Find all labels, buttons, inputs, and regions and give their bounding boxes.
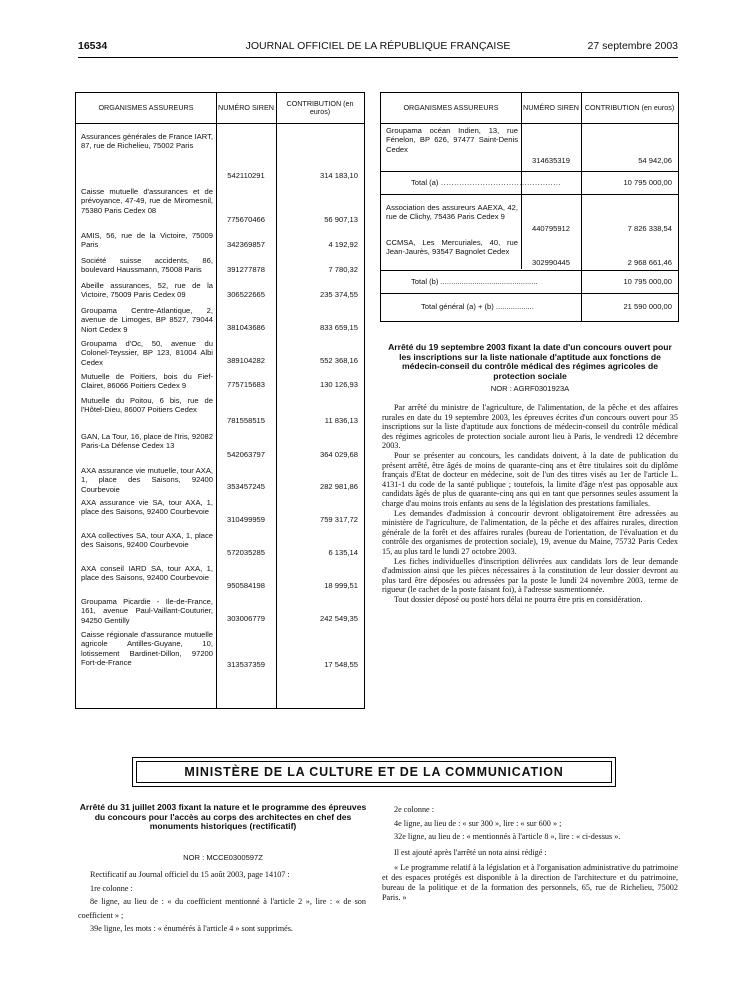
row-amount: 130 126,93	[319, 379, 358, 389]
paragraph: Rectificatif au Journal officiel du 15 août 2003, page 14107 :	[90, 870, 290, 879]
row-siren: 342369857	[226, 239, 265, 249]
page-header	[78, 40, 678, 56]
row-siren: 391277878	[226, 264, 265, 274]
row-amount: 833 659,15	[319, 322, 358, 332]
paragraph: 8e ligne, au lieu de : « du coefficient mentionné à l'article 2 », lire : « de son coefficient » ;	[78, 897, 366, 920]
table-row	[76, 256, 364, 277]
row-organism: Groupama océan Indien, 13, rue Fénelon, BP 626, 97477 Saint-Denis Cedex	[386, 126, 518, 154]
paragraph: Pour se présenter au concours, les candidats doivent, à la date de publication du présent arrêté, être âgés de moins de quarante-cinq ans et être titulaires soit du diplôme français d'Etat de docteur en médecine, soit de l'un des titres visés au 1er de l'article L. 4131-1 du code de la santé publique ; toutefois, la limite d'âge n'est pas opposable aux candidats âgés de plus de quarante-cinq ans qui en tant que personnes seules assument la charge d'au moins trois enfants au sens de la législation des prestations familiales.	[382, 450, 678, 508]
row-amount: 18 999,51	[324, 580, 358, 590]
arrete-culture-title: Arrêté du 31 juillet 2003 fixant la nature et le programme des épreuves du concours pour l'accès au corps des architectes en chef des monuments historiques (rectificatif)	[79, 802, 367, 832]
row-siren: 314635319	[531, 156, 570, 165]
row-amount: 54 942,06	[638, 156, 672, 165]
row-siren: 440795912	[531, 224, 570, 233]
row-amount: 282 981,86	[319, 481, 358, 491]
row-siren: 775670466	[226, 214, 265, 224]
arrete-culture-left-body	[78, 868, 366, 936]
total-b-label: Total (b) ..............................................	[411, 277, 538, 286]
row-siren: 542063797	[226, 449, 265, 459]
row-organism: CCMSA, Les Mercuriales, 40, rue Jean-Jaurès, 93547 Bagnolet Cedex	[386, 238, 518, 257]
table-row	[76, 630, 364, 672]
paragraph: 4e ligne, au lieu de : « sur 300 », lire : « sur 600 » ;	[394, 818, 562, 828]
row-amount: 17 548,55	[324, 659, 358, 669]
row-organism: Association des assureurs AAEXA, 42, rue de Clichy, 75436 Paris Cedex 9	[386, 203, 518, 222]
table-header	[381, 93, 678, 124]
row-siren: 775715683	[226, 379, 265, 389]
row-siren: 306522665	[226, 289, 265, 299]
header-siren: NUMÉRO SIREN	[523, 103, 579, 112]
total-row	[381, 270, 678, 293]
paragraph: 39e ligne, les mots : « énumérés à l'article 4 » sont supprimés.	[90, 924, 293, 933]
paragraph: Les demandes d'admission à concourir devront obligatoirement être adressées au ministère de l'agriculture, de l'alimentation, de la pêche et des affaires rurales, direction générale de la forêt et des affaires rurales (bureau de l'orientation, de l'évaluation et du contrôle des organismes de protection sociale), 19, avenue du Maine, 75732 Paris Cedex 15, au plus tard le lundi 27 octobre 2003.	[382, 508, 678, 556]
paragraph: Les fiches individuelles d'inscription délivrées aux candidats lors de leur demande d'admission ainsi que les pièces nécessaires à la constitution de leur dossier devront au plus tard être déposées ou adressées par la poste le lundi 24 novembre 2003, terme de rigueur (le cachet de la poste faisant foi), à l'adresse susmentionnée.	[382, 556, 678, 595]
table-row	[76, 339, 364, 368]
table-header	[76, 93, 364, 124]
row-amount: 2 968 661,46	[627, 258, 672, 267]
row-organism: Société suisse accidents, 86, boulevard Haussmann, 75008 Paris	[81, 256, 213, 275]
arrete-agri-nor: NOR : AGRF0301923A	[490, 384, 570, 393]
table-row	[76, 597, 364, 626]
row-amount: 11 836,13	[324, 415, 358, 425]
row-amount: 4 192,92	[328, 239, 358, 249]
row-siren: 381043686	[226, 322, 265, 332]
row-organism: AXA collectives SA, tour AXA, 1, place des Saisons, 92400 Courbevoie	[81, 531, 213, 550]
table-row	[76, 531, 364, 560]
row-siren: 313537359	[226, 659, 265, 669]
page-number: 16534	[78, 40, 108, 52]
table-row	[76, 432, 364, 462]
row-organism: Mutuelle du Poitou, 6 bis, rue de l'Hôtel-Dieu, 86007 Poitiers Cedex	[81, 396, 213, 415]
row-siren: 303006779	[226, 613, 265, 623]
paragraph: « Le programme relatif à la législation et à l'organisation administrative du patrimoine et des espaces protégés est disponible à la direction de l'architecture et du patrimoine, bureau de la politique et de la formation des personnels, 65, rue de Richelieu, 75002 Paris. »	[382, 863, 678, 902]
contribution-table-left	[75, 92, 365, 709]
row-organism: AXA conseil IARD SA, tour AXA, 1, place des Saisons, 92400 Courbevoie	[81, 564, 213, 583]
row-siren: 950584198	[226, 580, 265, 590]
total-a-label: Total (a) ..............................................	[411, 178, 562, 187]
contribution-table-right	[380, 92, 679, 322]
row-siren: 781558515	[226, 415, 265, 425]
row-amount: 314 183,10	[319, 170, 358, 180]
table-row	[76, 187, 364, 227]
row-organism: Groupama d'Oc, 50, avenue du Colonel-Teyssier, BP 123, 81004 Albi Cedex	[81, 339, 213, 367]
row-amount: 6 135,14	[328, 547, 358, 557]
grand-total-row	[381, 293, 678, 322]
row-amount: 235 374,55	[319, 289, 358, 299]
issue-date: 27 septembre 2003	[587, 40, 678, 52]
row-organism: AXA assurance vie mutuelle, tour AXA, 1, place des Saisons, 92400 Courbevoie	[81, 466, 213, 494]
table-row-group	[381, 194, 678, 270]
row-siren: 353457245	[226, 481, 265, 491]
journal-title: JOURNAL OFFICIEL DE LA RÉPUBLIQUE FRANÇAISE	[245, 40, 511, 52]
table-body	[76, 124, 364, 708]
total-general-amount: 21 590 000,00	[623, 302, 672, 311]
header-organismes: ORGANISMES ASSUREURS	[98, 103, 194, 112]
table-row	[76, 132, 364, 183]
arrete-agri-title: Arrêté du 19 septembre 2003 fixant la date d'un concours ouvert pour les inscriptions sur la liste nationale d'aptitude aux fonctions de médecin-conseil du contrôle médical des régimes agricoles de protection sociale	[388, 342, 672, 381]
table-row	[76, 306, 364, 335]
paragraph: 1re colonne :	[90, 883, 133, 893]
row-siren: 572035285	[226, 547, 265, 557]
header-contribution: CONTRIBUTION (en euros)	[584, 103, 675, 112]
row-amount: 759 317,72	[319, 514, 358, 524]
table-row	[76, 498, 364, 527]
arrete-agri-body	[382, 403, 678, 604]
total-b-amount: 10 795 000,00	[623, 277, 672, 286]
header-siren: NUMÉRO SIREN	[218, 103, 274, 112]
row-siren: 542110291	[227, 170, 265, 180]
paragraph: 2e colonne :	[394, 805, 435, 814]
header-rule	[78, 57, 678, 58]
row-amount: 56 907,13	[324, 214, 358, 224]
row-amount: 242 549,35	[319, 613, 358, 623]
row-organism: Mutuelle de Poitiers, bois du Fief-Clairet, 86066 Poitiers Cedex 9	[81, 372, 213, 391]
table-row	[76, 231, 364, 252]
table-row	[76, 466, 364, 494]
paragraph: Par arrêté du ministre de l'agriculture, de l'alimentation, de la pêche et des affaires rurales en date du 19 septembre 2003, les épreuves écrites d'un concours ouvert pour 35 inscriptions sur la liste d'aptitude aux fonctions de médecin-conseil du contrôle médical des régimes agricoles de protection sociale auront lieu à Paris, le vendredi 12 décembre 2003.	[382, 403, 678, 451]
paragraph: Il est ajouté après l'arrêté un nota ainsi rédigé :	[394, 847, 547, 857]
row-organism: AMIS, 56, rue de la Victoire, 75009 Paris	[81, 231, 213, 250]
row-organism: Groupama Centre-Atlantique, 2, avenue de Limoges, BP 8527, 79044 Niort Cedex 9	[81, 306, 213, 334]
table-row	[76, 564, 364, 593]
row-amount: 364 029,68	[319, 449, 358, 459]
table-row	[76, 281, 364, 302]
row-organism: Groupama Picardie - Ile-de-France, 161, avenue Paul-Vaillant-Couturier, 94250 Gentilly	[81, 597, 213, 625]
row-organism: GAN, La Tour, 16, place de l'Iris, 92082 Paris-La Défense Cedex 13	[81, 432, 213, 451]
row-organism: Caisse mutuelle d'assurances et de prévoyance, 47-49, rue de Miromesnil, 75380 Paris Cedex 08	[81, 187, 213, 215]
ministry-banner: MINISTÈRE DE LA CULTURE ET DE LA COMMUNICATION	[136, 761, 612, 783]
header-contribution: CONTRIBUTION (en euros)	[286, 99, 354, 116]
row-organism: AXA assurance vie SA, tour AXA, 1, place des Saisons, 92400 Courbevoie	[81, 498, 213, 517]
row-amount: 7 826 338,54	[627, 224, 672, 233]
row-organism: Caisse régionale d'assurance mutuelle agricole Antilles-Guyane, 10, lotissement Bardinet-Dillon, 97200 Fort-de-France	[81, 630, 213, 668]
row-amount: 552 368,16	[319, 355, 358, 365]
arrete-culture-nor: NOR : MCCE0300597Z	[183, 853, 263, 862]
row-siren: 389104282	[226, 355, 265, 365]
paragraph: Tout dossier déposé ou posté hors délai ne pourra être pris en considération.	[394, 594, 643, 604]
row-amount: 7 780,32	[328, 264, 358, 274]
total-general-label: Total général (a) + (b) ..................	[421, 302, 534, 311]
total-row	[381, 171, 678, 194]
row-organism: Assurances générales de France IART, 87, rue de Richelieu, 75002 Paris	[81, 132, 213, 151]
table-row	[381, 126, 678, 166]
row-organism: Abeille assurances, 52, rue de la Victoire, 75009 Paris Cedex 09	[81, 281, 213, 300]
paragraph: 32e ligne, au lieu de : « mentionnés à l'article 8 », lire : « ci-dessus ».	[394, 832, 621, 841]
table-row	[76, 372, 364, 392]
total-a-amount: 10 795 000,00	[623, 178, 672, 187]
table-row	[76, 396, 364, 428]
row-siren: 302990445	[531, 258, 570, 267]
arrete-culture-right-body	[382, 803, 678, 903]
header-organismes: ORGANISMES ASSUREURS	[403, 103, 499, 112]
row-siren: 310499959	[226, 514, 265, 524]
